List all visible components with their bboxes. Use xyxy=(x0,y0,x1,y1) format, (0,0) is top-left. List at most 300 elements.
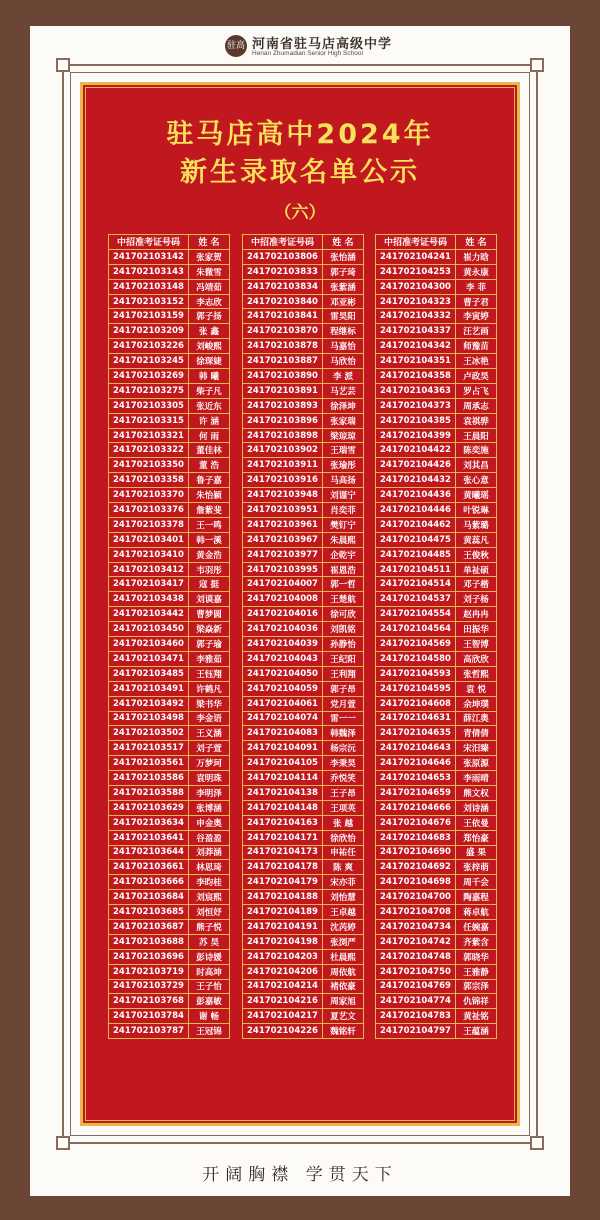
student-name-cell: 周依航 xyxy=(323,964,364,979)
table-row xyxy=(376,785,497,800)
student-name-cell: 徐欣怡 xyxy=(323,830,364,845)
table-row xyxy=(243,607,364,622)
student-name-cell: 王冰艳 xyxy=(456,354,497,369)
table-row xyxy=(243,934,364,949)
student-name-cell: 任婉嘉 xyxy=(456,919,497,934)
exam-id-cell: 241702103891 xyxy=(243,383,323,398)
table-row xyxy=(243,517,364,532)
exam-id-cell: 241702103460 xyxy=(109,637,189,652)
table-row xyxy=(109,890,230,905)
table-row xyxy=(243,354,364,369)
student-name-cell: 邓亚彬 xyxy=(323,294,364,309)
exam-id-cell: 241702103269 xyxy=(109,369,189,384)
table-row xyxy=(243,651,364,666)
student-name-cell: 李雨晴 xyxy=(456,771,497,786)
student-name-cell: 张近东 xyxy=(189,398,230,413)
student-name-cell: 袁 悦 xyxy=(456,681,497,696)
table-row xyxy=(109,458,230,473)
exam-id-cell: 241702104061 xyxy=(243,696,323,711)
table-row xyxy=(109,785,230,800)
exam-id-cell: 241702104646 xyxy=(376,756,456,771)
exam-id-cell: 241702104708 xyxy=(376,905,456,920)
student-name-cell: 梁焱新 xyxy=(189,622,230,637)
student-name-cell: 邓子楷 xyxy=(456,577,497,592)
table-row xyxy=(243,503,364,518)
exam-id-cell: 241702104351 xyxy=(376,354,456,369)
student-name-cell: 王晨阳 xyxy=(456,428,497,443)
exam-id-cell: 241702104214 xyxy=(243,979,323,994)
exam-id-cell: 241702104036 xyxy=(243,622,323,637)
student-name-cell: 詹紫斐 xyxy=(189,503,230,518)
student-name-cell: 樊钉宁 xyxy=(323,517,364,532)
student-name-cell: 蒋卓航 xyxy=(456,905,497,920)
exam-id-cell: 241702104514 xyxy=(376,577,456,592)
exam-id-cell: 241702104332 xyxy=(376,309,456,324)
student-name-cell: 张紫涵 xyxy=(323,279,364,294)
table-row xyxy=(376,860,497,875)
table-row xyxy=(376,324,497,339)
table-row xyxy=(109,800,230,815)
table-row xyxy=(376,264,497,279)
exam-id-cell: 241702104043 xyxy=(243,651,323,666)
header-name: 姓 名 xyxy=(323,235,364,250)
exam-id-cell: 241702104608 xyxy=(376,696,456,711)
table-row xyxy=(376,383,497,398)
student-name-cell: 张梓萌 xyxy=(456,860,497,875)
school-logo-icon: 驻高 xyxy=(225,35,247,57)
exam-id-cell: 241702103833 xyxy=(243,264,323,279)
exam-id-cell: 241702103898 xyxy=(243,428,323,443)
exam-id-cell: 241702104511 xyxy=(376,562,456,577)
exam-id-cell: 241702103305 xyxy=(109,398,189,413)
student-name-cell: 余坤璞 xyxy=(456,696,497,711)
table-row xyxy=(243,860,364,875)
exam-id-cell: 241702103378 xyxy=(109,517,189,532)
exam-id-cell: 241702103784 xyxy=(109,1009,189,1024)
student-name-cell: 李明泽 xyxy=(189,785,230,800)
exam-id-cell: 241702104074 xyxy=(243,711,323,726)
student-name-cell: 王项英 xyxy=(323,800,364,815)
table-row xyxy=(109,369,230,384)
table-row xyxy=(376,354,497,369)
table-row xyxy=(109,398,230,413)
student-name-cell: 仇锦祥 xyxy=(456,994,497,1009)
student-name-cell: 刘子萱 xyxy=(189,741,230,756)
student-name-cell: 马紫璐 xyxy=(456,517,497,532)
exam-id-cell: 241702103442 xyxy=(109,607,189,622)
student-name-cell: 王俊秋 xyxy=(456,547,497,562)
exam-id-cell: 241702104363 xyxy=(376,383,456,398)
exam-id-cell: 241702104580 xyxy=(376,651,456,666)
student-name-cell: 林思琦 xyxy=(189,860,230,875)
student-name-cell: 黄金浩 xyxy=(189,547,230,562)
student-name-cell: 盛 果 xyxy=(456,845,497,860)
exam-id-cell: 241702103719 xyxy=(109,964,189,979)
table-row xyxy=(243,979,364,994)
table-row xyxy=(376,741,497,756)
exam-id-cell: 241702104039 xyxy=(243,637,323,652)
student-name-cell: 刘莽涵 xyxy=(189,845,230,860)
student-name-cell: 刘宸熙 xyxy=(189,890,230,905)
exam-id-cell: 241702103412 xyxy=(109,562,189,577)
student-name-cell: 鲁子嘉 xyxy=(189,473,230,488)
exam-id-cell: 241702103666 xyxy=(109,875,189,890)
student-name-cell: 申祐任 xyxy=(323,845,364,860)
student-name-cell: 王一鸣 xyxy=(189,517,230,532)
exam-id-cell: 241702103143 xyxy=(109,264,189,279)
student-name-cell: 周家旭 xyxy=(323,994,364,1009)
table-row xyxy=(109,577,230,592)
student-name-cell: 王雅静 xyxy=(456,964,497,979)
student-name-cell: 沈芮婷 xyxy=(323,919,364,934)
table-row xyxy=(109,473,230,488)
student-name-cell: 罗占飞 xyxy=(456,383,497,398)
table-row xyxy=(109,517,230,532)
table-row xyxy=(109,607,230,622)
table-row xyxy=(376,696,497,711)
exam-id-cell: 241702103967 xyxy=(243,532,323,547)
exam-id-cell: 241702104593 xyxy=(376,666,456,681)
student-name-cell: 王子怡 xyxy=(189,979,230,994)
table-row xyxy=(109,264,230,279)
header-name: 姓 名 xyxy=(189,235,230,250)
exam-id-cell: 241702103644 xyxy=(109,845,189,860)
student-name-cell: 黄曦瑶 xyxy=(456,488,497,503)
exam-id-cell: 241702103696 xyxy=(109,949,189,964)
student-name-cell: 徐可欣 xyxy=(323,607,364,622)
table-row xyxy=(243,562,364,577)
student-name-cell: 李昀桂 xyxy=(189,875,230,890)
table-row xyxy=(243,800,364,815)
table-row xyxy=(376,726,497,741)
student-name-cell: 杜晨熙 xyxy=(323,949,364,964)
student-name-cell: 柴子凡 xyxy=(189,383,230,398)
student-name-cell: 刘怡慧 xyxy=(323,890,364,905)
table-row xyxy=(243,458,364,473)
table-row xyxy=(243,488,364,503)
exam-id-cell: 241702104178 xyxy=(243,860,323,875)
student-name-cell: 孙静怡 xyxy=(323,637,364,652)
student-name-cell: 谢 畅 xyxy=(189,1009,230,1024)
exam-id-cell: 241702103321 xyxy=(109,428,189,443)
student-name-cell: 雷昊阳 xyxy=(323,309,364,324)
exam-id-cell: 241702103840 xyxy=(243,294,323,309)
table-row xyxy=(376,473,497,488)
table-row xyxy=(243,756,364,771)
table-row xyxy=(376,890,497,905)
exam-id-cell: 241702103275 xyxy=(109,383,189,398)
exam-id-cell: 241702104114 xyxy=(243,771,323,786)
student-name-cell: 郑怡豪 xyxy=(456,830,497,845)
table-row xyxy=(243,249,364,264)
exam-id-cell: 241702103417 xyxy=(109,577,189,592)
table-row xyxy=(376,919,497,934)
student-name-cell: 田振华 xyxy=(456,622,497,637)
student-name-cell: 马艺芸 xyxy=(323,383,364,398)
student-name-cell: 袁祺骅 xyxy=(456,413,497,428)
student-name-cell: 徐泽坤 xyxy=(323,398,364,413)
table-row xyxy=(109,741,230,756)
student-name-cell: 李 菲 xyxy=(456,279,497,294)
exam-id-cell: 241702104138 xyxy=(243,785,323,800)
exam-id-cell: 241702104569 xyxy=(376,637,456,652)
table-row xyxy=(109,309,230,324)
exam-id-cell: 241702103634 xyxy=(109,815,189,830)
exam-id-cell: 241702104783 xyxy=(376,1009,456,1024)
student-name-cell: 李秉昊 xyxy=(323,756,364,771)
exam-id-cell: 241702104690 xyxy=(376,845,456,860)
table-row xyxy=(109,532,230,547)
student-name-cell: 冯靖茹 xyxy=(189,279,230,294)
exam-id-cell: 241702103159 xyxy=(109,309,189,324)
exam-id-cell: 241702103410 xyxy=(109,547,189,562)
student-name-cell: 张博涵 xyxy=(189,800,230,815)
exam-id-cell: 241702103561 xyxy=(109,756,189,771)
student-name-cell: 曹梦圆 xyxy=(189,607,230,622)
exam-id-cell: 241702103916 xyxy=(243,473,323,488)
table-row xyxy=(376,934,497,949)
table-row xyxy=(109,339,230,354)
student-name-cell: 王钰翔 xyxy=(189,666,230,681)
table-row xyxy=(243,622,364,637)
student-name-cell: 熊文权 xyxy=(456,785,497,800)
student-name-cell: 青倩倩 xyxy=(456,726,497,741)
exam-id-cell: 241702103902 xyxy=(243,443,323,458)
exam-id-cell: 241702104163 xyxy=(243,815,323,830)
student-name-cell: 褚依豪 xyxy=(323,979,364,994)
student-name-cell: 张心意 xyxy=(456,473,497,488)
student-name-cell: 王纪阳 xyxy=(323,651,364,666)
student-name-cell: 张浏严 xyxy=(323,934,364,949)
exam-id-cell: 241702103245 xyxy=(109,354,189,369)
student-name-cell: 马嘉怡 xyxy=(323,339,364,354)
table-row xyxy=(109,696,230,711)
exam-id-cell: 241702103376 xyxy=(109,503,189,518)
student-name-cell: 薛江奥 xyxy=(456,711,497,726)
student-name-cell: 郭子琦 xyxy=(323,264,364,279)
student-name-cell: 李志欣 xyxy=(189,294,230,309)
student-name-cell: 李雅茹 xyxy=(189,651,230,666)
table-row xyxy=(243,264,364,279)
table-row xyxy=(109,279,230,294)
exam-id-cell: 241702103961 xyxy=(243,517,323,532)
student-name-cell: 企乾宇 xyxy=(323,547,364,562)
table-row xyxy=(243,875,364,890)
exam-id-cell: 241702104059 xyxy=(243,681,323,696)
exam-id-cell: 241702104083 xyxy=(243,726,323,741)
exam-id-cell: 241702104008 xyxy=(243,592,323,607)
exam-id-cell: 241702103661 xyxy=(109,860,189,875)
student-name-cell: 李金语 xyxy=(189,711,230,726)
exam-id-cell: 241702104700 xyxy=(376,890,456,905)
table-row xyxy=(376,651,497,666)
exam-id-cell: 241702104659 xyxy=(376,785,456,800)
exam-id-cell: 241702104171 xyxy=(243,830,323,845)
table-row xyxy=(376,547,497,562)
student-name-cell: 夏艺文 xyxy=(323,1009,364,1024)
table-row xyxy=(109,622,230,637)
exam-id-cell: 241702104426 xyxy=(376,458,456,473)
student-name-cell: 韩魏泽 xyxy=(323,726,364,741)
exam-id-cell: 241702103641 xyxy=(109,830,189,845)
exam-id-cell: 241702104373 xyxy=(376,398,456,413)
student-name-cell: 朱晨熙 xyxy=(323,532,364,547)
exam-id-cell: 241702103887 xyxy=(243,354,323,369)
exam-id-cell: 241702103492 xyxy=(109,696,189,711)
table-row xyxy=(376,517,497,532)
table-row xyxy=(376,830,497,845)
exam-id-cell: 241702104446 xyxy=(376,503,456,518)
table-row xyxy=(243,592,364,607)
student-name-cell: 王楚航 xyxy=(323,592,364,607)
student-name-cell: 苏 昊 xyxy=(189,934,230,949)
exam-id-cell: 241702103315 xyxy=(109,413,189,428)
table-row xyxy=(243,637,364,652)
student-name-cell: 寇 挺 xyxy=(189,577,230,592)
exam-id-cell: 241702104734 xyxy=(376,919,456,934)
frame-corner-ornament xyxy=(530,58,544,72)
exam-id-cell: 241702104422 xyxy=(376,443,456,458)
table-row xyxy=(243,890,364,905)
table-row xyxy=(376,562,497,577)
exam-id-cell: 241702103684 xyxy=(109,890,189,905)
student-name-cell: 郭子扬 xyxy=(189,309,230,324)
student-name-cell: 韩一溪 xyxy=(189,532,230,547)
footer-motto: 开阔胸襟 学贯天下 xyxy=(202,1165,398,1185)
student-name-cell: 刘子杨 xyxy=(456,592,497,607)
exam-id-cell: 241702104148 xyxy=(243,800,323,815)
table-row xyxy=(376,294,497,309)
header-name: 姓 名 xyxy=(456,235,497,250)
table-row xyxy=(376,845,497,860)
header-exam-id: 中招准考证号码 xyxy=(376,235,456,250)
student-name-cell: 师豫苗 xyxy=(456,339,497,354)
student-name-cell: 何 雨 xyxy=(189,428,230,443)
table-row xyxy=(376,949,497,964)
table-row xyxy=(243,949,364,964)
page-subtitle: （六） xyxy=(274,203,326,223)
student-name-cell: 王卓越 xyxy=(323,905,364,920)
student-name-cell: 魏铭轩 xyxy=(323,1024,364,1039)
exam-id-cell: 241702103787 xyxy=(109,1024,189,1039)
student-name-cell: 张家贺 xyxy=(189,249,230,264)
student-name-cell: 崔力晗 xyxy=(456,249,497,264)
student-name-cell: 梁琼琼 xyxy=(323,428,364,443)
student-name-cell: 张怡涵 xyxy=(323,249,364,264)
table-row xyxy=(243,428,364,443)
table-row xyxy=(109,1024,230,1039)
exam-id-cell: 241702103890 xyxy=(243,369,323,384)
exam-id-cell: 241702104666 xyxy=(376,800,456,815)
roster-table-2 xyxy=(242,234,364,1039)
exam-id-cell: 241702103152 xyxy=(109,294,189,309)
student-name-cell: 汪艺画 xyxy=(456,324,497,339)
exam-id-cell: 241702104399 xyxy=(376,428,456,443)
exam-id-cell: 241702104337 xyxy=(376,324,456,339)
student-name-cell: 刘凯铭 xyxy=(323,622,364,637)
exam-id-cell: 241702103588 xyxy=(109,785,189,800)
table-row xyxy=(109,443,230,458)
table-row xyxy=(376,577,497,592)
table-row xyxy=(376,592,497,607)
exam-id-cell: 241702103322 xyxy=(109,443,189,458)
exam-id-cell: 241702103438 xyxy=(109,592,189,607)
exam-id-cell: 241702104537 xyxy=(376,592,456,607)
table-row xyxy=(376,1009,497,1024)
exam-id-cell: 241702104007 xyxy=(243,577,323,592)
student-name-cell: 谷盈盈 xyxy=(189,830,230,845)
student-name-cell: 宋亦菲 xyxy=(323,875,364,890)
page-title-line2: 新生录取名单公示 xyxy=(180,157,420,188)
student-name-cell: 刘恒妤 xyxy=(189,905,230,920)
exam-id-cell: 241702103911 xyxy=(243,458,323,473)
exam-id-cell: 241702103629 xyxy=(109,800,189,815)
student-name-cell: 刘谟嘉 xyxy=(189,592,230,607)
exam-id-cell: 241702104742 xyxy=(376,934,456,949)
student-name-cell: 刘其昌 xyxy=(456,458,497,473)
table-row xyxy=(109,711,230,726)
student-name-cell: 韩 曦 xyxy=(189,369,230,384)
exam-id-cell: 241702104198 xyxy=(243,934,323,949)
table-row xyxy=(376,964,497,979)
frame-corner-ornament xyxy=(530,1136,544,1150)
student-name-cell: 王利翔 xyxy=(323,666,364,681)
exam-id-cell: 241702104050 xyxy=(243,666,323,681)
table-row xyxy=(109,830,230,845)
exam-id-cell: 241702103350 xyxy=(109,458,189,473)
exam-id-cell: 241702103977 xyxy=(243,547,323,562)
table-row xyxy=(109,919,230,934)
exam-id-cell: 241702104475 xyxy=(376,532,456,547)
exam-id-cell: 241702103142 xyxy=(109,249,189,264)
table-row xyxy=(109,815,230,830)
exam-id-cell: 241702103729 xyxy=(109,979,189,994)
student-name-cell: 程继标 xyxy=(323,324,364,339)
table-row xyxy=(109,994,230,1009)
table-row xyxy=(243,547,364,562)
exam-id-cell: 241702104631 xyxy=(376,711,456,726)
student-name-cell: 王依曼 xyxy=(456,815,497,830)
exam-id-cell: 241702104774 xyxy=(376,994,456,1009)
table-row xyxy=(376,622,497,637)
table-row xyxy=(109,905,230,920)
exam-id-cell: 241702104179 xyxy=(243,875,323,890)
table-row xyxy=(109,249,230,264)
exam-id-cell: 241702104300 xyxy=(376,279,456,294)
exam-id-cell: 241702103498 xyxy=(109,711,189,726)
student-name-cell: 张原源 xyxy=(456,756,497,771)
table-row xyxy=(376,607,497,622)
frame-corner-ornament xyxy=(56,1136,70,1150)
table-row xyxy=(376,815,497,830)
table-row xyxy=(243,473,364,488)
exam-id-cell: 241702103358 xyxy=(109,473,189,488)
exam-id-cell: 241702103834 xyxy=(243,279,323,294)
exam-id-cell: 241702104385 xyxy=(376,413,456,428)
exam-id-cell: 241702103688 xyxy=(109,934,189,949)
student-name-cell: 许 涵 xyxy=(189,413,230,428)
student-name-cell: 郭子昂 xyxy=(323,681,364,696)
student-name-cell: 单祉硕 xyxy=(456,562,497,577)
student-name-cell: 肖奕菲 xyxy=(323,503,364,518)
table-row xyxy=(376,309,497,324)
table-row xyxy=(376,488,497,503)
table-row xyxy=(109,666,230,681)
table-row xyxy=(376,979,497,994)
exam-id-cell: 241702104485 xyxy=(376,547,456,562)
student-name-cell: 董 浩 xyxy=(189,458,230,473)
table-row xyxy=(109,1009,230,1024)
